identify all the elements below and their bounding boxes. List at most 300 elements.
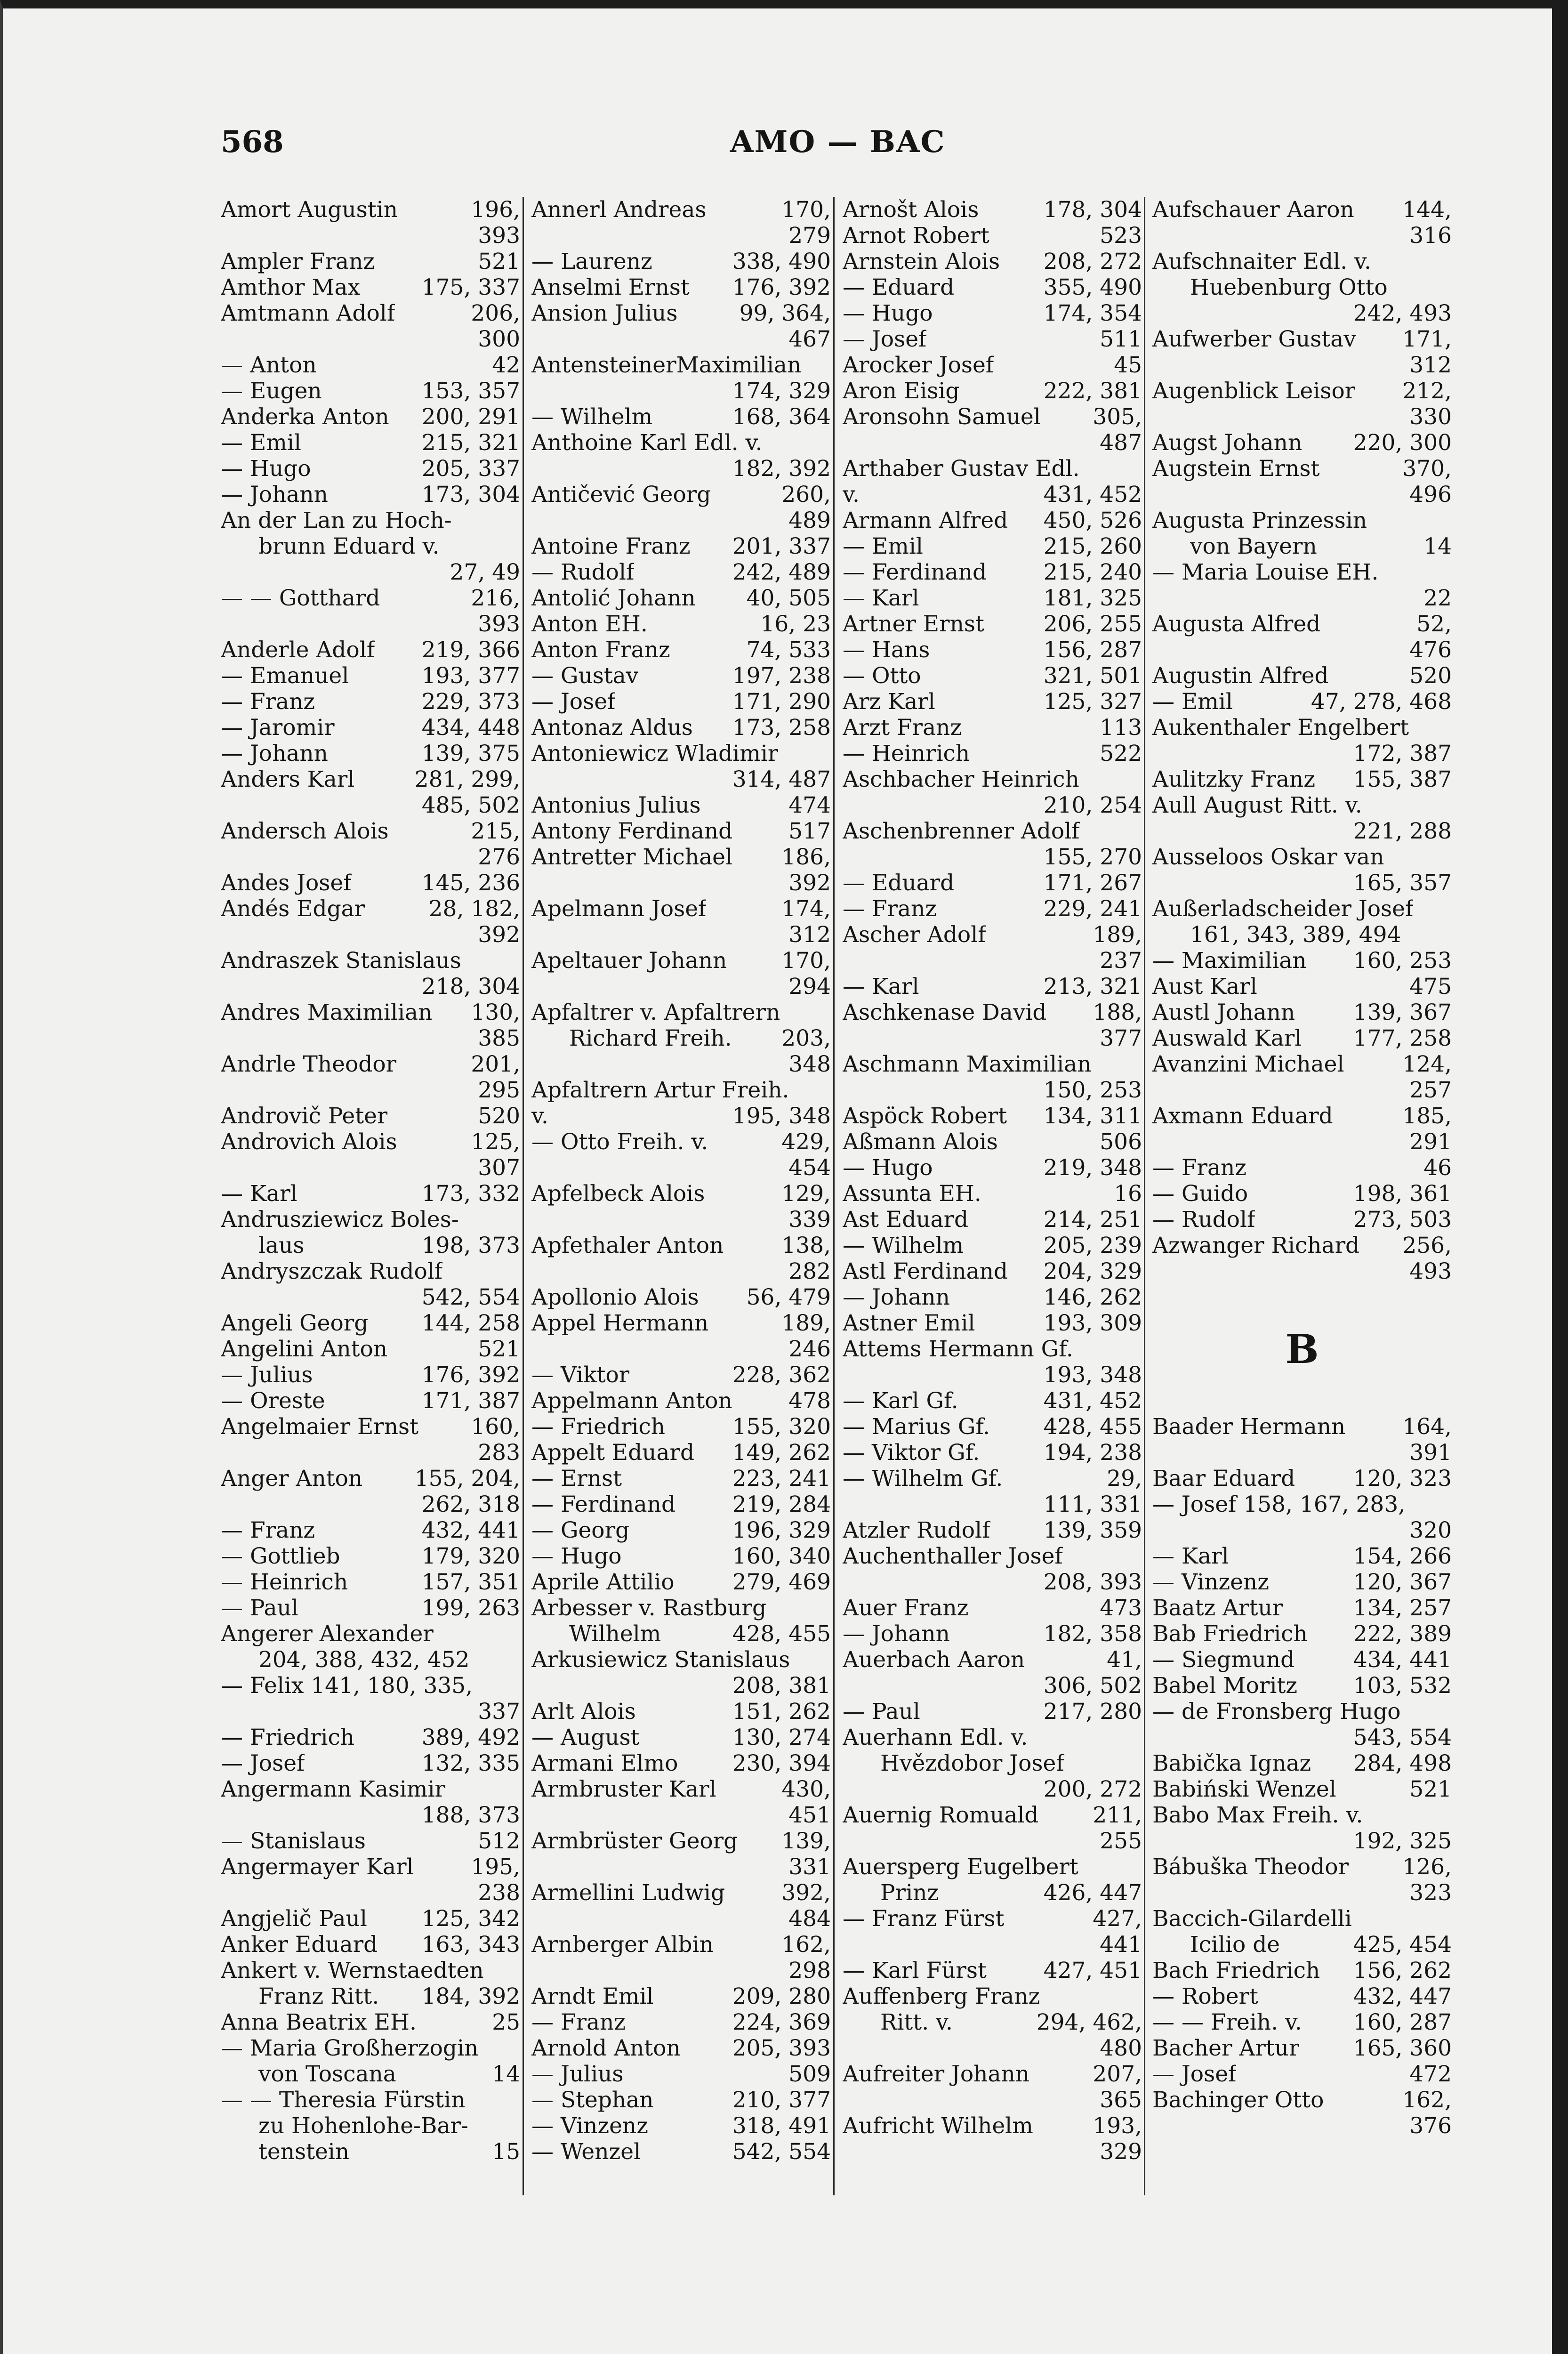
entry-pages: 220, 300	[1353, 430, 1452, 456]
entry-name: — Hugo	[843, 1155, 933, 1181]
index-entry-line	[1152, 689, 1452, 715]
index-entry-line	[843, 792, 1142, 818]
entry-name: Huebenburg Otto	[1190, 274, 1388, 300]
index-entry-line	[843, 2113, 1142, 2139]
entry-name: — Jaromir	[221, 715, 335, 741]
entry-pages: 193,	[1093, 2113, 1142, 2139]
index-entry-line	[1152, 1077, 1452, 1103]
index-entry-line	[221, 1258, 520, 1284]
entry-pages: 283	[478, 1440, 520, 1466]
index-entry-line	[531, 1207, 831, 1233]
entry-name: Aufschnaiter Edl. v.	[1152, 249, 1371, 274]
index-entry-line	[221, 1284, 520, 1310]
index-entry-line	[221, 974, 520, 1000]
index-entry-line	[843, 1647, 1142, 1673]
entry-pages: 189,	[1093, 922, 1142, 948]
entry-name: Andryszczak Rudolf	[221, 1258, 443, 1284]
index-entry-line	[531, 1466, 831, 1491]
entry-pages	[515, 1673, 520, 1699]
index-entry-line	[221, 1595, 520, 1621]
entry-name: Anderle Adolf	[221, 637, 375, 663]
index-entry-line	[843, 896, 1142, 922]
entry-pages: 150, 253	[1043, 1077, 1142, 1103]
entry-pages: 218, 304	[421, 974, 520, 1000]
index-entry-line	[221, 1336, 520, 1362]
entry-name: — Stephan	[531, 2087, 654, 2113]
entry-name: — Ferdinand	[531, 1491, 676, 1517]
index-entry-line	[221, 585, 520, 611]
index-entry-line	[221, 1362, 520, 1388]
entry-pages: 173, 332	[421, 1181, 520, 1207]
entry-name: Aspöck Robert	[843, 1103, 1007, 1129]
entry-name: Bacher Artur	[1152, 2035, 1300, 2061]
entry-name: Babel Moritz	[1152, 1673, 1298, 1699]
entry-name: Amort Augustin	[221, 197, 398, 223]
entry-name: Attems Hermann Gf.	[843, 1336, 1073, 1362]
entry-pages: 15	[492, 2139, 520, 2165]
index-entry-line	[843, 715, 1142, 741]
entry-pages: 125,	[471, 1129, 520, 1155]
entry-name: Armann Alfred	[843, 508, 1008, 533]
entry-pages: 316	[1409, 223, 1452, 249]
index-entry-line	[1152, 533, 1452, 559]
entry-pages: 126,	[1402, 1854, 1452, 1880]
entry-pages	[1447, 1699, 1452, 1725]
entry-pages	[1447, 1906, 1452, 1932]
index-entry-line	[221, 456, 520, 482]
entry-name: — Hugo	[531, 1543, 622, 1569]
entry-name: Bábuška Theodor	[1152, 1854, 1349, 1880]
index-entry-line	[1152, 1051, 1452, 1077]
entry-pages: 242, 493	[1353, 300, 1452, 326]
entry-name: — Friedrich	[531, 1414, 666, 1440]
entry-pages: 208, 393	[1043, 1569, 1142, 1595]
entry-pages: 337	[478, 1699, 520, 1725]
entry-name: — Gustav	[531, 663, 639, 689]
index-entry-line	[531, 2009, 831, 2035]
entry-pages: 484	[788, 1906, 831, 1932]
entry-pages: 188, 373	[421, 1802, 520, 1828]
entry-pages: 182, 392	[732, 456, 831, 482]
entry-name: — — Freih. v.	[1152, 2009, 1302, 2035]
index-entry-line	[1152, 1181, 1452, 1207]
index-entry-line	[1152, 2087, 1452, 2113]
column-rule	[523, 197, 524, 2195]
index-entry-line	[1152, 300, 1452, 326]
entry-name: Androvič Peter	[221, 1103, 388, 1129]
index-entry-line	[843, 766, 1142, 792]
index-entry-line	[1152, 1595, 1452, 1621]
entry-pages: 125, 342	[421, 1906, 520, 1932]
index-entry-line	[1152, 1000, 1452, 1025]
entry-pages: 441	[1100, 1932, 1142, 1958]
index-entry-line	[843, 870, 1142, 896]
entry-name: von Bayern	[1190, 533, 1317, 559]
entry-name: — Franz	[1152, 1155, 1247, 1181]
entry-pages: 467	[788, 326, 831, 352]
entry-name: Angelmaier Ernst	[221, 1414, 419, 1440]
entry-name: — Franz	[221, 689, 315, 715]
index-entry-line	[221, 2087, 520, 2113]
entry-pages	[826, 1647, 831, 1673]
index-entry-line	[221, 1802, 520, 1828]
entry-pages	[1137, 456, 1142, 482]
entry-pages: 427, 451	[1043, 1958, 1142, 1983]
entry-name: Auffenberg Franz	[843, 1983, 1040, 2009]
index-entry-line	[1152, 585, 1452, 611]
entry-name: Anker Eduard	[221, 1932, 378, 1958]
index-entry-line	[531, 637, 831, 663]
entry-pages	[1447, 1802, 1452, 1828]
index-entry-line	[221, 844, 520, 870]
entry-pages: 472	[1409, 2061, 1452, 2087]
entry-name: Anton EH.	[531, 611, 648, 637]
entry-pages	[1447, 249, 1452, 274]
entry-name: Artner Ernst	[843, 611, 984, 637]
index-entry-line	[221, 404, 520, 430]
index-entry-line	[1152, 1543, 1452, 1569]
column-rule	[833, 197, 835, 2195]
entry-name: — Johann	[221, 741, 328, 766]
index-entry-line	[1152, 1673, 1452, 1699]
entry-name: Arocker Josef	[843, 352, 994, 378]
index-entry-line	[843, 274, 1142, 300]
entry-name: Arbesser v. Rastburg	[531, 1595, 767, 1621]
index-entry-line	[221, 1440, 520, 1466]
index-entry-line	[843, 1414, 1142, 1440]
entry-name: — Julius	[531, 2061, 624, 2087]
entry-pages	[1137, 1543, 1142, 1569]
index-entry-line	[221, 300, 520, 326]
index-entry-line	[221, 223, 520, 249]
index-entry-line	[531, 1129, 831, 1155]
entry-name: Avanzini Michael	[1152, 1051, 1344, 1077]
entry-name: Ankert v. Wernstaedten	[221, 1958, 484, 1983]
entry-name: Armbruster Karl	[531, 1776, 716, 1802]
entry-name: Apelmann Josef	[531, 896, 707, 922]
index-entry-line	[843, 1932, 1142, 1958]
index-entry-line	[843, 1802, 1142, 1828]
index-entry-line	[843, 1543, 1142, 1569]
entry-pages: 163, 343	[421, 1932, 520, 1958]
entry-name: — Karl	[843, 585, 919, 611]
index-entry-line	[531, 1983, 831, 2009]
index-entry-line	[221, 1233, 520, 1258]
index-entry-line	[531, 2061, 831, 2087]
entry-name: — Franz	[531, 2009, 626, 2035]
entry-pages: 160, 287	[1353, 2009, 1452, 2035]
entry-name: Aukenthaler Engelbert	[1152, 715, 1409, 741]
entry-name: Auersperg Eugelbert	[843, 1854, 1078, 1880]
entry-name: — Viktor	[531, 1362, 630, 1388]
entry-pages: 206,	[471, 300, 520, 326]
entry-pages: 392	[788, 870, 831, 896]
entry-pages: 493	[1409, 1258, 1452, 1284]
entry-name: Armellini Ludwig	[531, 1880, 725, 1906]
entry-name: Apfelbeck Alois	[531, 1181, 705, 1207]
entry-pages: 215, 321	[421, 430, 520, 456]
entry-pages: 185,	[1402, 1103, 1452, 1129]
entry-pages: 480	[1100, 2035, 1142, 2061]
entry-pages: 16, 23	[760, 611, 831, 637]
entry-pages: 210, 254	[1043, 792, 1142, 818]
entry-pages: 307	[478, 1155, 520, 1181]
index-entry-line	[843, 1025, 1142, 1051]
index-entry-line	[221, 715, 520, 741]
entry-pages: 193, 309	[1043, 1310, 1142, 1336]
entry-name: AntensteinerMaximilian	[531, 352, 802, 378]
entry-pages: 255	[1100, 1828, 1142, 1854]
entry-name: Arnold Anton	[531, 2035, 681, 2061]
index-entry-line	[531, 689, 831, 715]
entry-pages	[826, 741, 831, 766]
index-entry-line	[1152, 870, 1452, 896]
index-column-1	[221, 197, 520, 2165]
entry-pages	[826, 1077, 831, 1103]
entry-pages: 171, 267	[1043, 870, 1142, 896]
entry-name: Angeli Georg	[221, 1310, 369, 1336]
entry-pages: 125, 327	[1043, 689, 1142, 715]
entry-name: Andrusziewicz Boles-	[221, 1207, 459, 1233]
entry-pages: 506	[1100, 1129, 1142, 1155]
entry-pages: 542, 554	[732, 2139, 831, 2165]
index-entry-line	[531, 715, 831, 741]
entry-name: Augst Johann	[1152, 430, 1303, 456]
index-entry-line	[843, 1233, 1142, 1258]
entry-name: — Karl	[843, 974, 919, 1000]
index-entry-line	[1152, 1621, 1452, 1647]
entry-pages: 156, 287	[1043, 637, 1142, 663]
entry-name: — Robert	[1152, 1983, 1258, 2009]
entry-pages: 189,	[781, 1310, 831, 1336]
index-entry-line	[221, 1129, 520, 1155]
index-entry-line	[1152, 508, 1452, 533]
entry-pages: 521	[478, 1336, 520, 1362]
index-entry-line	[221, 559, 520, 585]
entry-pages: 129,	[781, 1181, 831, 1207]
index-entry-line	[531, 870, 831, 896]
entry-name: — Guido	[1152, 1181, 1248, 1207]
index-entry-line	[221, 1854, 520, 1880]
entry-pages: 155, 387	[1353, 766, 1452, 792]
entry-name: — Franz	[221, 1517, 315, 1543]
index-entry-line	[221, 1466, 520, 1491]
entry-name: Appelmann Anton	[531, 1388, 732, 1414]
entry-pages: 431, 452	[1043, 482, 1142, 508]
index-entry-line	[531, 663, 831, 689]
index-entry-line	[843, 197, 1142, 223]
entry-name: Antonaz Aldus	[531, 715, 693, 741]
index-entry-line	[1152, 404, 1452, 430]
entry-name: — Wenzel	[531, 2139, 641, 2165]
entry-pages: 211,	[1093, 1802, 1142, 1828]
entry-name: Apfaltrer v. Apfaltrern	[531, 1000, 780, 1025]
entry-name: Bab Friedrich	[1152, 1621, 1308, 1647]
entry-pages: 198, 373	[421, 1233, 520, 1258]
entry-pages	[515, 2035, 520, 2061]
index-entry-line	[843, 741, 1142, 766]
index-entry-line	[531, 611, 831, 637]
index-entry-line	[843, 533, 1142, 559]
index-entry-line	[843, 1258, 1142, 1284]
index-entry-line	[531, 844, 831, 870]
entry-name: — Hans	[843, 637, 930, 663]
entry-name: Auerbach Aaron	[843, 1647, 1025, 1673]
entry-name: — Siegmund	[1152, 1647, 1295, 1673]
index-entry-line	[221, 1958, 520, 1983]
entry-name: Außerladscheider Josef	[1152, 896, 1414, 922]
page-number: 568	[221, 124, 284, 160]
index-entry-line	[1152, 1802, 1452, 1828]
index-entry-line	[531, 2087, 831, 2113]
index-entry-line	[531, 974, 831, 1000]
entry-pages: 376	[1409, 2113, 1452, 2139]
spacer	[1152, 1284, 1452, 1310]
entry-pages: 56, 479	[746, 1284, 831, 1310]
entry-name: laus	[258, 1233, 305, 1258]
entry-pages: 217, 280	[1043, 1699, 1142, 1725]
entry-name: — Karl	[1152, 1543, 1229, 1569]
index-entry-line	[221, 922, 520, 948]
entry-name: Franz Ritt.	[258, 1983, 379, 2009]
entry-name: Baar Eduard	[1152, 1466, 1295, 1491]
index-entry-line	[221, 2061, 520, 2087]
entry-pages	[1447, 1491, 1452, 1517]
entry-pages: 204, 329	[1043, 1258, 1142, 1284]
entry-pages: 29,	[1107, 1466, 1142, 1491]
entry-name: Antony Ferdinand	[531, 818, 733, 844]
entry-name: — Josef 158, 167, 283,	[1152, 1491, 1406, 1517]
index-entry-line	[531, 1362, 831, 1388]
entry-pages: 46	[1423, 1155, 1452, 1181]
index-entry-line	[843, 1336, 1142, 1362]
entry-pages: 219, 284	[732, 1491, 831, 1517]
index-entry-line	[1152, 1207, 1452, 1233]
index-entry-line	[221, 792, 520, 818]
index-entry-line	[1152, 1258, 1452, 1284]
index-entry-line	[221, 1543, 520, 1569]
index-entry-line	[531, 2139, 831, 2165]
entry-pages: 330	[1409, 404, 1452, 430]
index-entry-line	[1152, 352, 1452, 378]
index-entry-line	[221, 896, 520, 922]
index-entry-line	[531, 948, 831, 974]
index-entry-line	[1152, 896, 1452, 922]
entry-name: Antoniewicz Wladimir	[531, 741, 779, 766]
index-entry-line	[221, 1906, 520, 1932]
index-entry-line	[1152, 1828, 1452, 1854]
entry-name: v.	[531, 1103, 548, 1129]
entry-pages: 178, 304	[1043, 197, 1142, 223]
entry-pages: 273, 503	[1353, 1207, 1452, 1233]
index-entry-line	[843, 585, 1142, 611]
index-entry-line	[1152, 1854, 1452, 1880]
index-entry-line	[1152, 1103, 1452, 1129]
entry-pages: 171,	[1402, 326, 1452, 352]
index-entry-line	[843, 1725, 1142, 1750]
entry-name: Aronsohn Samuel	[843, 404, 1041, 430]
entry-pages	[515, 948, 520, 974]
index-entry-line	[531, 1025, 831, 1051]
entry-name: Angerer Alexander	[221, 1621, 434, 1647]
index-entry-line	[843, 2087, 1142, 2113]
index-entry-line	[221, 1414, 520, 1440]
index-entry-line	[843, 1181, 1142, 1207]
entry-pages	[1137, 766, 1142, 792]
entry-name: Armani Elmo	[531, 1750, 678, 1776]
entry-name: — Emil	[843, 533, 923, 559]
index-entry-line	[1152, 2009, 1452, 2035]
entry-name: Apeltauer Johann	[531, 948, 727, 974]
index-entry-line	[843, 1517, 1142, 1543]
entry-pages: 99, 364,	[739, 300, 831, 326]
entry-pages	[1447, 559, 1452, 585]
index-entry-line	[531, 378, 831, 404]
entry-name: — Ferdinand	[843, 559, 987, 585]
index-entry-line	[1152, 2061, 1452, 2087]
entry-name: — Emil	[221, 430, 301, 456]
entry-pages: 192, 325	[1353, 1828, 1452, 1854]
entry-pages	[1137, 1336, 1142, 1362]
entry-name: — Eugen	[221, 378, 322, 404]
entry-pages: 215, 260	[1043, 533, 1142, 559]
index-entry-line	[221, 1880, 520, 1906]
entry-name: — Anton	[221, 352, 317, 378]
index-entry-line	[531, 223, 831, 249]
entry-name: — Paul	[843, 1699, 920, 1725]
entry-name: Ascher Adolf	[843, 922, 986, 948]
entry-pages: 210, 377	[732, 2087, 831, 2113]
entry-name: Anna Beatrix EH.	[221, 2009, 417, 2035]
entry-pages: 229, 373	[421, 689, 520, 715]
entry-name: Austl Johann	[1152, 1000, 1295, 1025]
entry-name: Amtmann Adolf	[221, 300, 395, 326]
entry-pages: 182, 358	[1043, 1621, 1142, 1647]
index-entry-line	[531, 922, 831, 948]
entry-name: von Toscana	[258, 2061, 396, 2087]
index-entry-line	[1152, 1932, 1452, 1958]
entry-pages: 260,	[781, 482, 831, 508]
index-entry-line	[843, 1155, 1142, 1181]
entry-name: — Stanislaus	[221, 1828, 366, 1854]
entry-pages: 154, 266	[1353, 1543, 1452, 1569]
entry-pages	[1447, 844, 1452, 870]
index-entry-line	[843, 1491, 1142, 1517]
entry-name: — Vinzenz	[531, 2113, 648, 2139]
index-entry-line	[843, 559, 1142, 585]
entry-pages: 318, 491	[732, 2113, 831, 2139]
index-entry-line	[1152, 1517, 1452, 1543]
entry-name: Armbrüster Georg	[531, 1828, 738, 1854]
entry-pages: 370,	[1402, 456, 1452, 482]
entry-pages: 393	[478, 223, 520, 249]
index-entry-line	[531, 1336, 831, 1362]
index-entry-line	[843, 1310, 1142, 1336]
index-entry-line	[531, 1414, 831, 1440]
entry-name: — Josef	[531, 689, 616, 715]
entry-pages: 389, 492	[421, 1725, 520, 1750]
entry-pages: 392,	[781, 1880, 831, 1906]
entry-pages	[1137, 1854, 1142, 1880]
entry-pages: 323	[1409, 1880, 1452, 1906]
entry-pages: 27, 49	[450, 559, 520, 585]
entry-name: — Paul	[221, 1595, 298, 1621]
index-entry-line	[531, 430, 831, 456]
index-entry-line	[221, 1491, 520, 1517]
entry-name: Ausseloos Oskar van	[1152, 844, 1384, 870]
entry-pages: 426, 447	[1043, 1880, 1142, 1906]
entry-name: — Josef	[1152, 2061, 1237, 2087]
